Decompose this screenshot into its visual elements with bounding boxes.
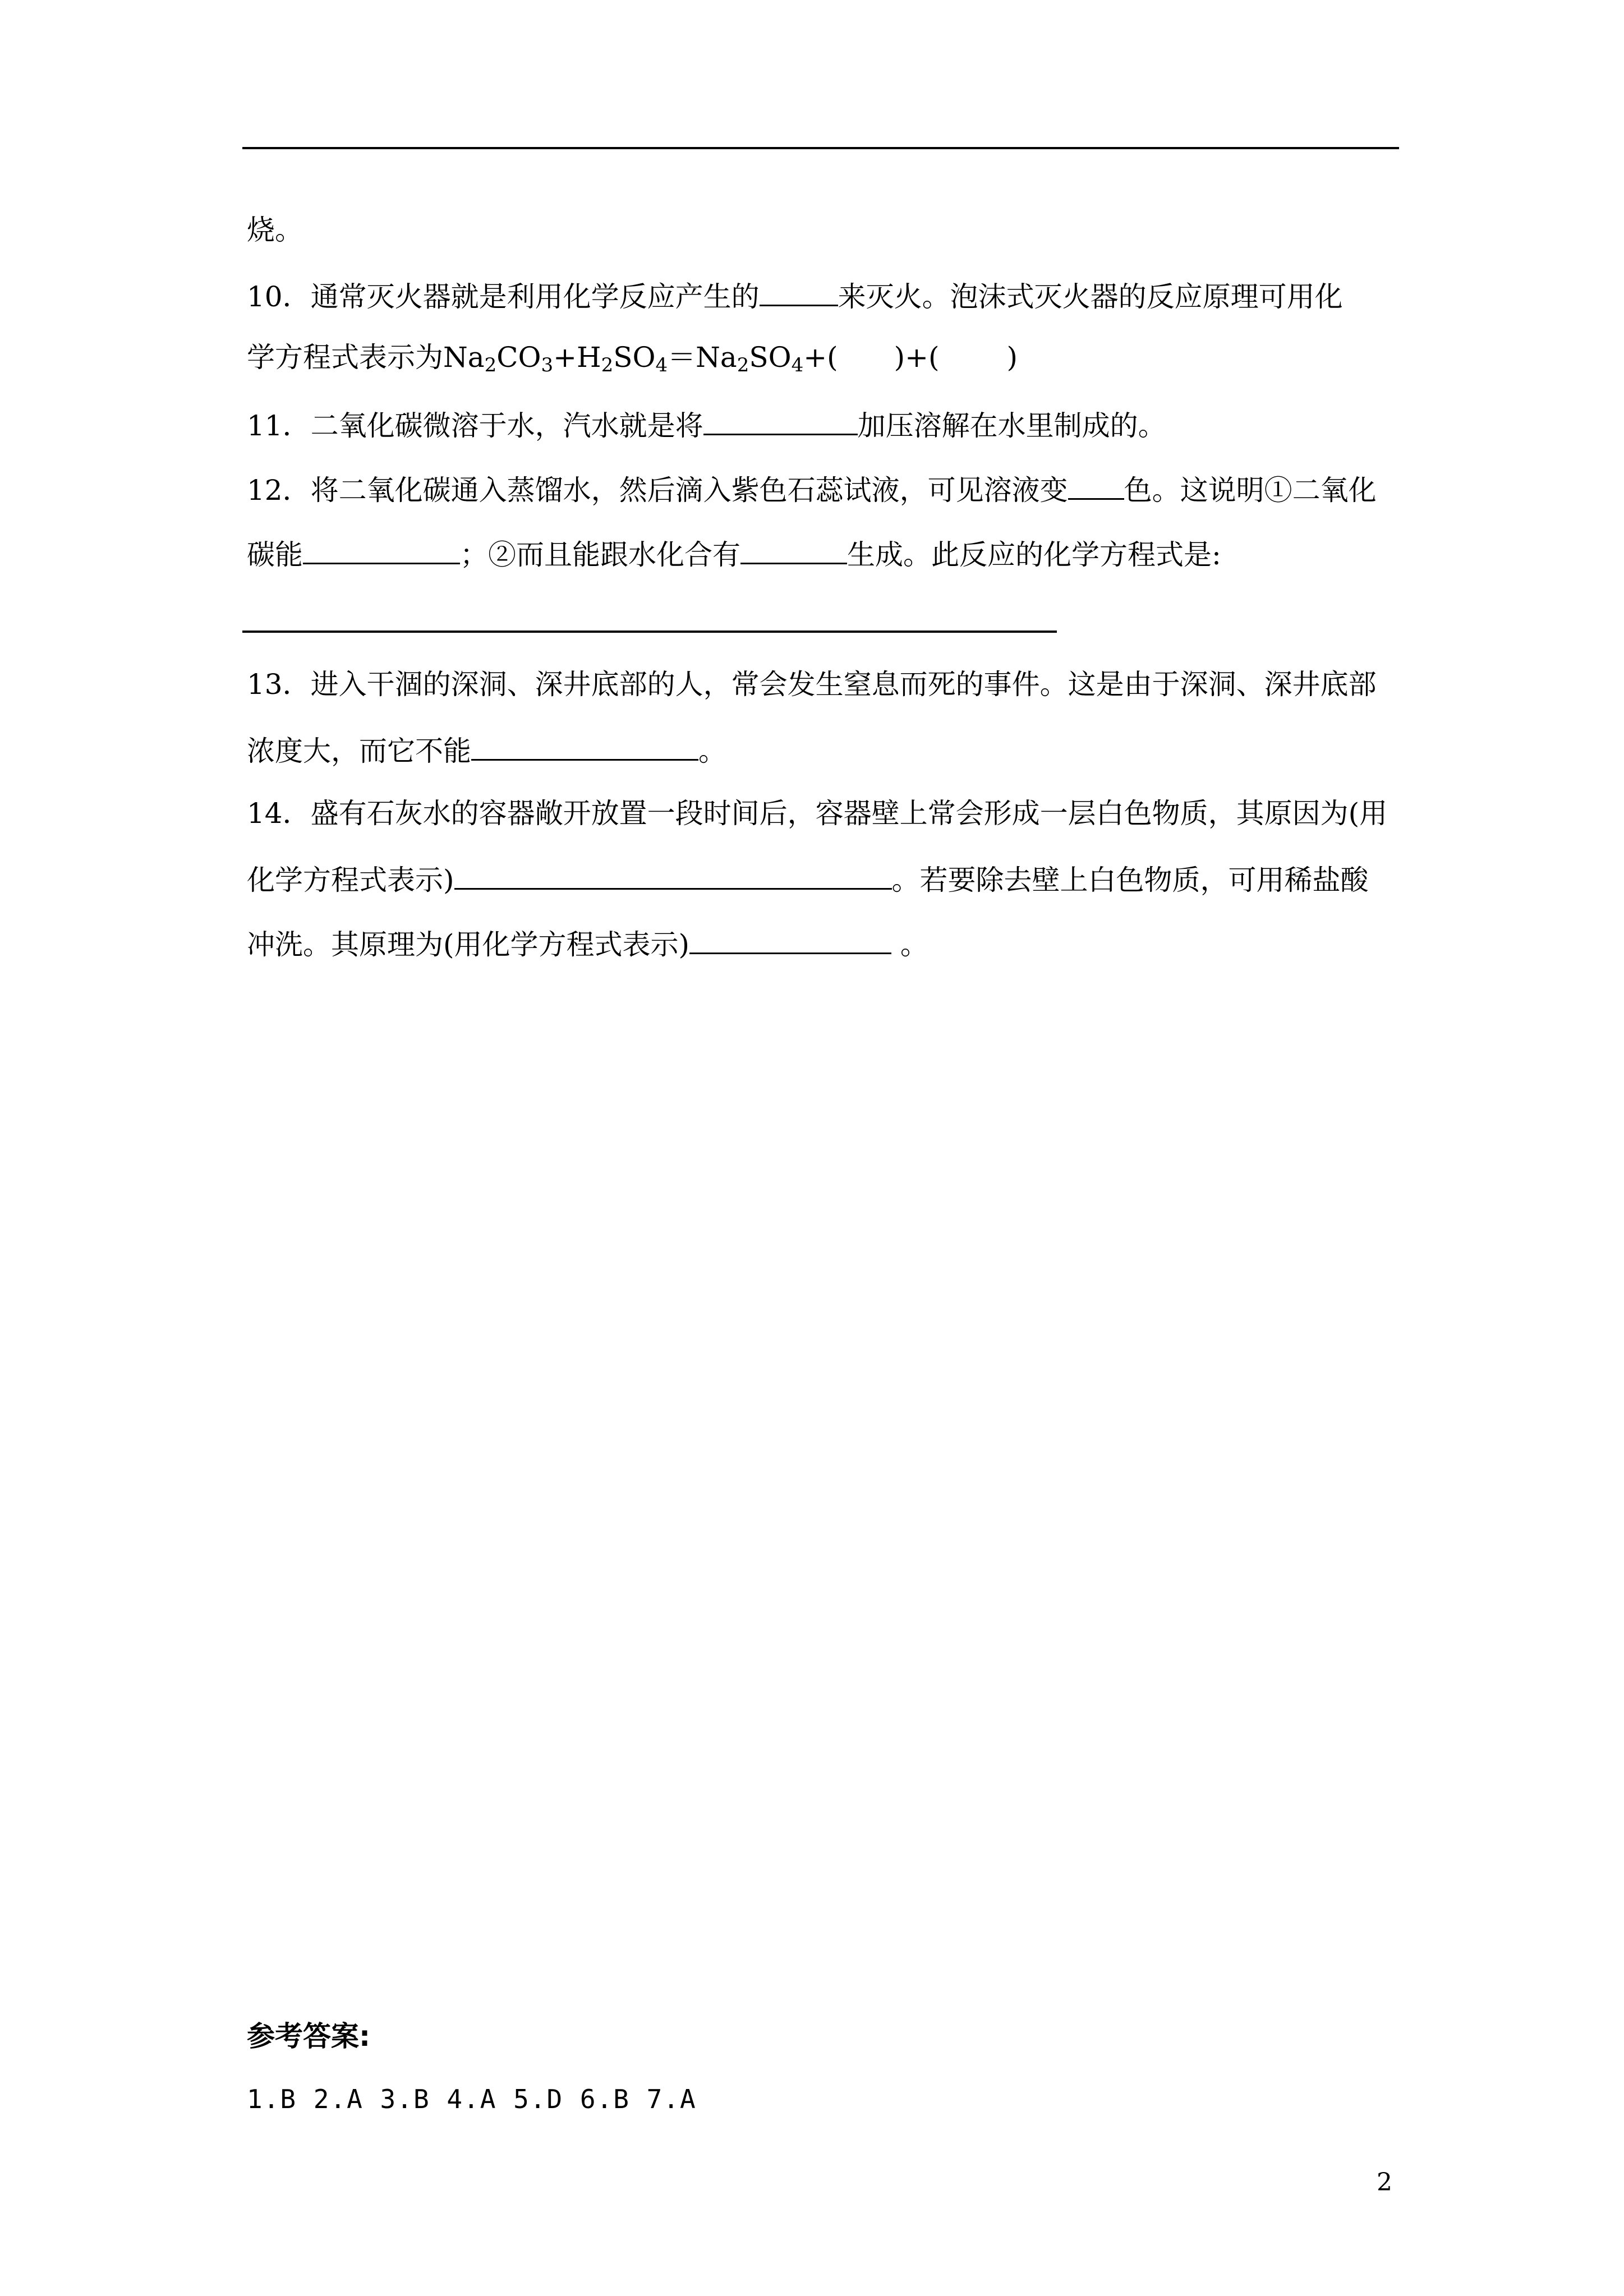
question-13-line-1 <box>247 668 1377 701</box>
question-14-text-5: 。 <box>891 928 928 961</box>
question-13-text-2: 浓度大，而它不能 <box>247 735 471 767</box>
question-11-blank[interactable] <box>703 407 858 435</box>
answers-list-text: 1.B 2.A 3.B 4.A 5.D 6.B 7.A <box>247 2084 697 2114</box>
page-number <box>1377 2169 1392 2197</box>
question-14-equation-blank-2[interactable] <box>689 926 891 954</box>
question-13-text-3: 。 <box>698 735 726 767</box>
continued-text-content: 烧。 <box>247 214 303 246</box>
question-14-line-3 <box>247 926 928 961</box>
question-14-text: 14．盛有石灰水的容器敞开放置一段时间后，容器壁上常会形成一层白色物质，其原因为(用 <box>247 797 1388 830</box>
question-11-line <box>247 407 1166 443</box>
question-12-text-4: 生成。此反应的化学方程式是: <box>847 539 1221 571</box>
question-12-color-blank[interactable] <box>1068 471 1124 500</box>
question-13-line-2 <box>247 732 726 768</box>
question-14-line-1 <box>247 797 1387 830</box>
question-12-line-2 <box>247 536 1221 572</box>
question-11-text: 11．二氧化碳微溶于水，汽水就是将 <box>247 409 703 442</box>
question-10-blank[interactable] <box>760 278 838 306</box>
question-12-line-1 <box>247 471 1377 507</box>
question-10-line-1 <box>247 278 1343 314</box>
question-12-equation-blank[interactable] <box>242 631 1057 633</box>
question-13-blank[interactable] <box>471 732 698 761</box>
question-12-product-blank[interactable] <box>740 536 847 564</box>
answers-title <box>247 2019 370 2053</box>
question-14-line-2 <box>247 861 1369 897</box>
question-10-text-cont: 来灭火。泡沫式灭火器的反应原理可用化 <box>838 280 1343 313</box>
question-12-property-blank[interactable] <box>303 536 460 564</box>
question-10-line-2 <box>247 341 1018 374</box>
chemical-equation: $Na_2CO_3+H_2SO_4=Na_2SO_4+$( )+( ) <box>443 341 1018 376</box>
question-11-text-cont: 加压溶解在水里制成的。 <box>857 409 1166 442</box>
question-12-text-2: 碳能 <box>247 539 303 571</box>
question-14-text-4: 冲洗。其原理为(用化学方程式表示) <box>247 928 690 961</box>
question-12-text-3: ；②而且能跟水化合有 <box>460 539 740 571</box>
page-number-text: 2 <box>1377 2168 1392 2197</box>
answers-title-text: 参考答案: <box>247 2020 370 2053</box>
question-12-text-cont: 色。这说明①二氧化 <box>1124 474 1377 507</box>
question-13-text: 13．进入干涸的深洞、深井底部的人，常会发生窒息而死的事件。这是由于深洞、深井底部 <box>247 668 1377 701</box>
question-14-text-2: 化学方程式表示) <box>247 864 454 896</box>
answers-list <box>247 2082 697 2116</box>
question-12-text: 12．将二氧化碳通入蒸馏水，然后滴入紫色石蕊试液，可见溶液变 <box>247 474 1068 507</box>
question-10-equation-intro: 学方程式表示为 <box>247 341 443 374</box>
header-rule <box>242 147 1399 149</box>
question-14-equation-blank-1[interactable] <box>454 861 892 890</box>
question-10-text: 10．通常灭火器就是利用化学反应产生的 <box>247 280 760 313</box>
question-14-text-3: 。若要除去壁上白色物质，可用稀盐酸 <box>891 864 1369 896</box>
continued-text <box>247 213 303 247</box>
